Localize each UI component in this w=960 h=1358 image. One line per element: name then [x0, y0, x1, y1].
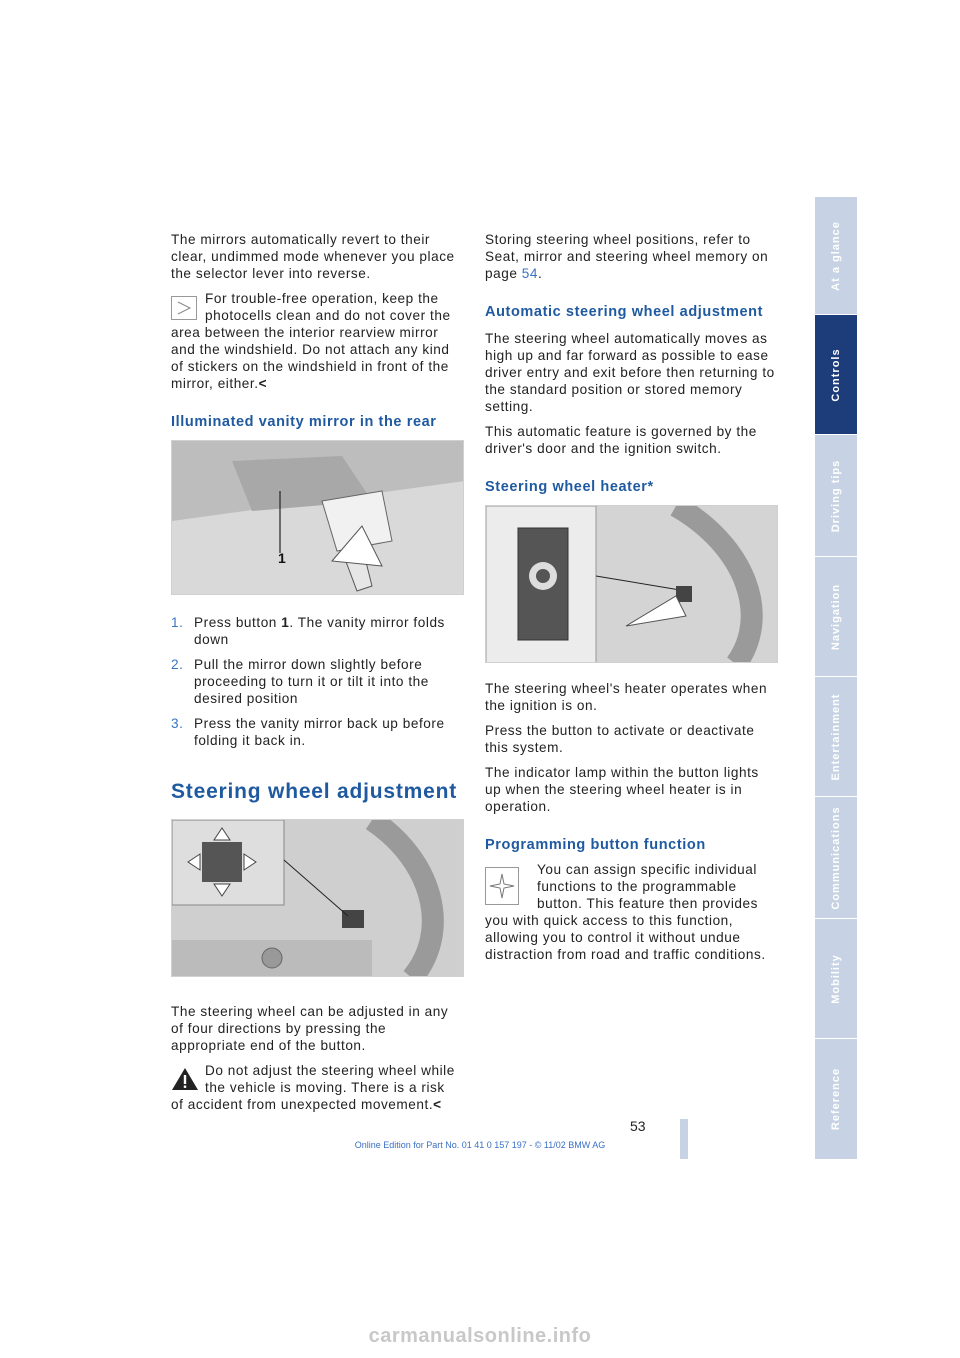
steering-adjust-figure: [171, 819, 464, 977]
vanity-mirror-figure: [171, 440, 464, 595]
programming-note: [485, 861, 777, 963]
note-first-line: For trouble-free operation, keep the photocells clean and do not cover the: [205, 291, 451, 323]
step-item: 1. Press button 1. The vanity mirror folds down: [171, 615, 445, 647]
step-item: 3. Press the vanity mirror back up before folding it back in.: [171, 716, 445, 748]
warning-rest: of accident from unexpected movement.: [171, 1097, 434, 1112]
tab-navigation[interactable]: Navigation: [815, 557, 857, 677]
steering-heater-figure: [485, 505, 778, 663]
prog-note-first: You can assign specific individual functions to the programmable button. This feature then provides: [537, 862, 758, 911]
auto-paragraph-2: This automatic feature is governed by the driver's door and the ignition switch.: [485, 424, 757, 456]
end-mark: <: [258, 376, 268, 391]
page-marker-bar: [680, 1119, 688, 1159]
note-rest: area between the interior rearview mirror and the windshield. Do not attach any kind of stickers on the windshield in front of the mirror, either.: [171, 325, 450, 391]
adjust-paragraph: The steering wheel can be adjusted in any of four directions by pressing the appropriate end of the button.: [171, 1004, 449, 1053]
right-column: [485, 231, 777, 963]
heater-paragraph-3: The indicator lamp within the button lights up when the steering wheel heater is in operation.: [485, 765, 759, 814]
warning-first: Do not adjust the steering wheel while the vehicle is moving. There is a risk: [205, 1063, 455, 1095]
vanity-mirror-heading: Illuminated vanity mirror in the rear: [171, 414, 437, 430]
prog-note-rest: you with quick access to this function, allowing you to control it without undue distraction from road and traffic conditions.: [485, 913, 766, 962]
tab-entertainment[interactable]: Entertainment: [815, 677, 857, 797]
steering-heater-heading: Steering wheel heater*: [485, 479, 654, 495]
tab-controls[interactable]: Controls: [815, 315, 857, 435]
programming-button-heading: Programming button function: [485, 837, 706, 853]
photocell-note: [171, 290, 463, 392]
store-positions-paragraph: Storing steering wheel positions, refer to Seat, mirror and steering wheel memory on page 54.: [485, 232, 769, 281]
heater-paragraph-2: Press the button to activate or deactivate this system.: [485, 723, 755, 755]
figure-callout-1: 1: [278, 550, 287, 566]
mirror-revert-paragraph: The mirrors automatically revert to their clear, undimmed mode whenever you place the selector lever into reverse.: [171, 232, 455, 281]
page-number: 53: [630, 1118, 646, 1134]
end-mark: <: [433, 1097, 442, 1112]
tab-communications[interactable]: Communications: [815, 797, 857, 919]
tab-reference[interactable]: Reference: [815, 1039, 857, 1160]
heater-paragraph-1: The steering wheel's heater operates when the ignition is on.: [485, 681, 768, 713]
tab-at-a-glance[interactable]: At a glance: [815, 197, 857, 315]
tab-mobility[interactable]: Mobility: [815, 919, 857, 1039]
warning-note: [171, 1062, 463, 1113]
watermark: carmanualsonline.info: [368, 1325, 592, 1347]
auto-paragraph-1: The steering wheel automatically moves as high up and far forward as possible to ease driver entry and exit before then returning to the standard position or stored memory setting.: [485, 331, 775, 414]
chapter-sidebar: [815, 197, 857, 1160]
warning-icon: [171, 1066, 199, 1092]
note-icon: [171, 296, 197, 320]
vanity-steps-list: [171, 614, 463, 749]
automatic-adjustment-heading: Automatic steering wheel adjustment: [485, 304, 764, 320]
page-54-link[interactable]: 54: [521, 266, 539, 281]
step-item: 2. Pull the mirror down slightly before proceeding to turn it or tilt it into the desired position: [171, 657, 429, 706]
left-column: [171, 231, 463, 1113]
tab-driving-tips[interactable]: Driving tips: [815, 435, 857, 557]
steering-adjustment-heading: Steering wheel adjustment: [171, 780, 458, 803]
online-edition-footer: Online Edition for Part No. 01 41 0 157 197 - © 11/02 BMW AG: [354, 1140, 606, 1150]
note-icon: [485, 867, 519, 905]
